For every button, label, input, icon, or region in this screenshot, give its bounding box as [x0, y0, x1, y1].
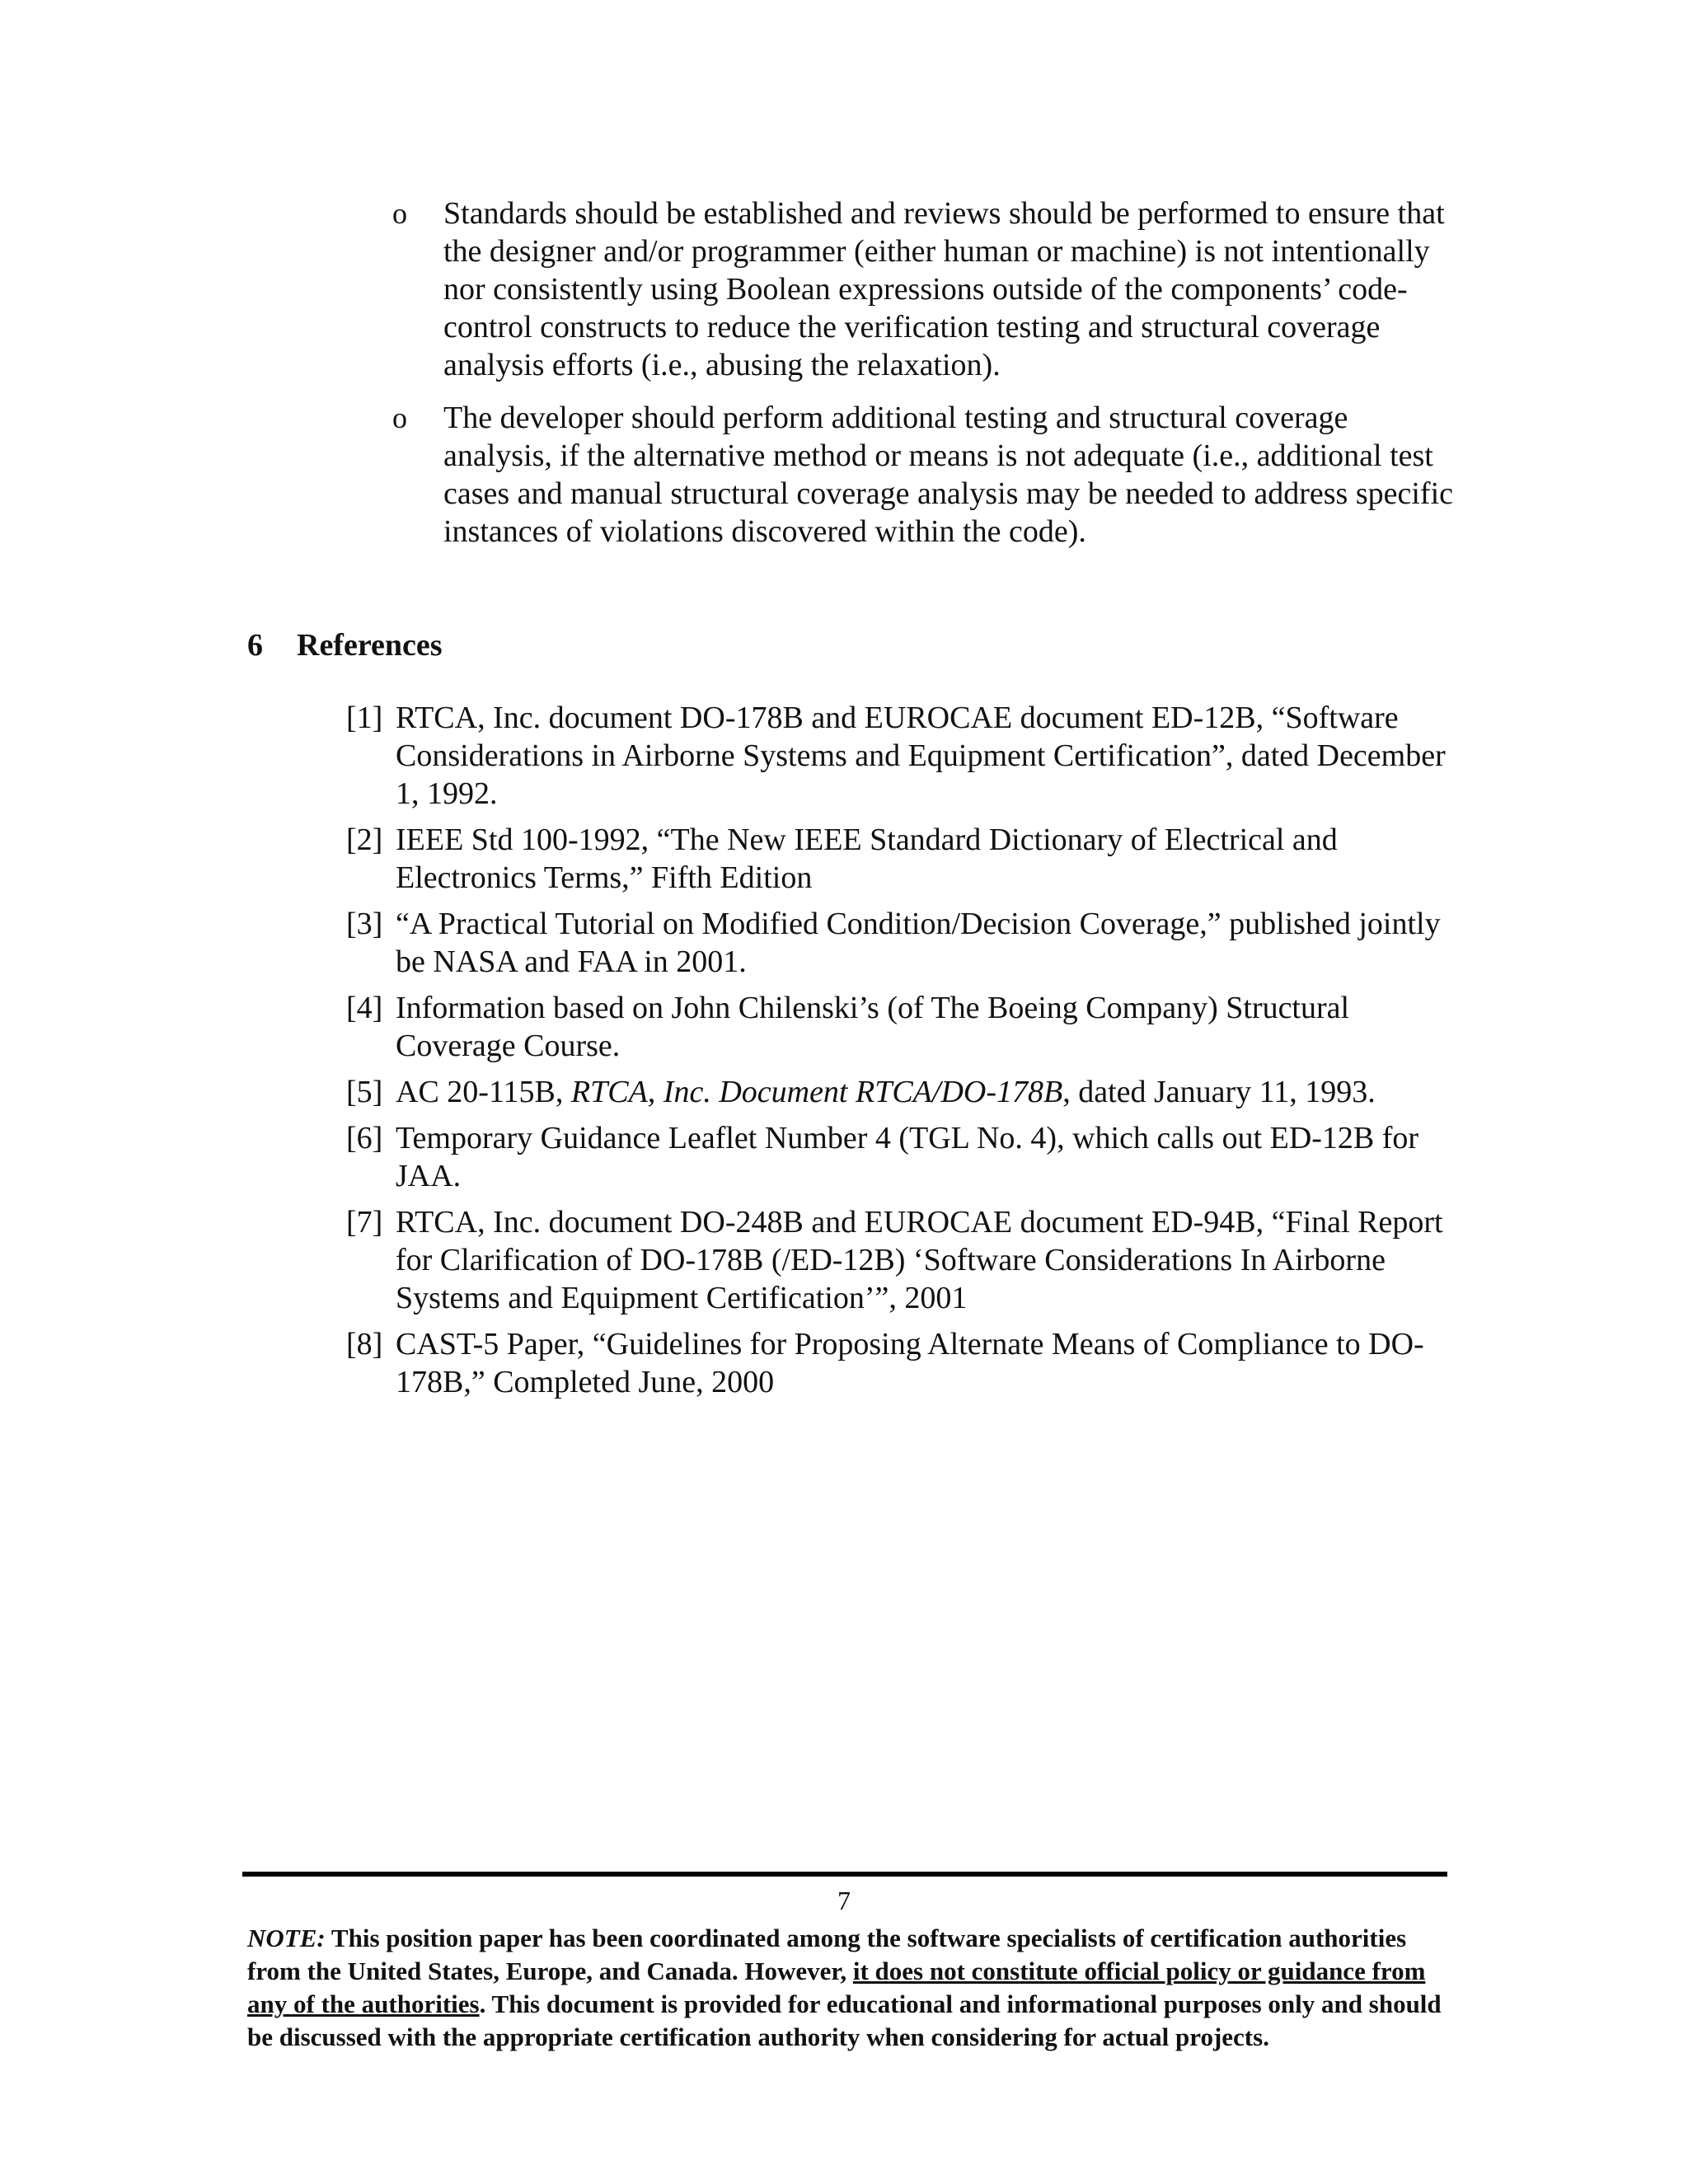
reference-number: [8]	[346, 1327, 383, 1361]
reference-number: [5]	[346, 1075, 383, 1109]
reference-item	[346, 1203, 1451, 1317]
reference-item	[346, 905, 1451, 981]
reference-text-after: , dated January 11, 1993.	[1062, 1075, 1376, 1109]
reference-number: [3]	[346, 907, 383, 941]
reference-list	[346, 699, 1451, 1409]
reference-number: [1]	[346, 701, 383, 735]
bullet-item	[392, 399, 1456, 551]
reference-item	[346, 1325, 1451, 1401]
reference-text-before: AC 20-115B,	[396, 1075, 571, 1109]
reference-number: [7]	[346, 1205, 383, 1240]
reference-item	[346, 699, 1451, 813]
reference-text: “A Practical Tutorial on Modified Condition/Decision Coverage,” published jointly be NASA and FAA in 2001.	[396, 907, 1441, 979]
reference-text	[396, 1075, 1376, 1109]
note-text-part1: This position paper has been coordinated among the software specialists of certification authorities from the United States, Europe, and Canada. However,	[247, 1924, 1407, 1985]
reference-item	[346, 821, 1451, 897]
reference-item	[346, 1119, 1451, 1195]
reference-number: [4]	[346, 991, 383, 1025]
section-title: References	[297, 628, 443, 663]
section-heading	[247, 626, 443, 664]
reference-text: CAST-5 Paper, “Guidelines for Proposing Alternate Means of Compliance to DO-178B,” Completed June, 2000	[396, 1327, 1424, 1399]
reference-text: Temporary Guidance Leaflet Number 4 (TGL No. 4), which calls out ED-12B for JAA.	[396, 1121, 1419, 1193]
note-text-part2: . This document is provided for educational and informational purposes only and should be discussed with the appropriate certification authority when considering for actual projects.	[247, 1990, 1442, 2051]
bullet-text: The developer should perform additional testing and structural coverage analysis, if the alternative method or means is not adequate (i.e., additional test cases and manual structural coverage analysis may be needed to address specific instances of violations discovered within the code).	[443, 401, 1453, 549]
bullet-list	[392, 194, 1456, 565]
reference-text: RTCA, Inc. document DO-248B and EUROCAE document ED-94B, “Final Report for Clarification of DO-178B (/ED-12B) ‘Software Considerations In Airborne Systems and Equipment Certification’”, 2001	[396, 1205, 1443, 1315]
reference-item	[346, 1073, 1451, 1111]
reference-item	[346, 989, 1451, 1065]
reference-number: [2]	[346, 823, 383, 857]
footer-disclaimer	[247, 1922, 1451, 2054]
section-number: 6	[247, 628, 263, 663]
bullet-item	[392, 194, 1456, 384]
reference-text: RTCA, Inc. document DO-178B and EUROCAE document ED-12B, “Software Considerations in Airborne Systems and Equipment Certification”, dated December 1, 1992.	[396, 701, 1446, 811]
reference-text: IEEE Std 100-1992, “The New IEEE Standard Dictionary of Electrical and Electronics Terms,” Fifth Edition	[396, 823, 1338, 895]
footer-divider	[242, 1872, 1447, 1877]
reference-text: Information based on John Chilenski’s (of The Boeing Company) Structural Coverage Course.	[396, 991, 1350, 1063]
page-number: 7	[837, 1886, 851, 1915]
bullet-text: Standards should be established and reviews should be performed to ensure that the designer and/or programmer (either human or machine) is not intentionally nor consistently using Boolean expressions outside of the components’ code-control constructs to reduce the verification testing and structural coverage analysis efforts (i.e., abusing the relaxation).	[443, 196, 1445, 382]
reference-title-italic: RTCA, Inc. Document RTCA/DO-178B	[570, 1075, 1063, 1109]
bullet-marker: o	[392, 401, 407, 434]
note-underlined-text: it does not constitute official policy or guidance from any of the authorities	[247, 1957, 1426, 2018]
reference-number: [6]	[346, 1121, 383, 1155]
bullet-marker: o	[392, 197, 407, 230]
note-label: NOTE:	[247, 1924, 326, 1952]
